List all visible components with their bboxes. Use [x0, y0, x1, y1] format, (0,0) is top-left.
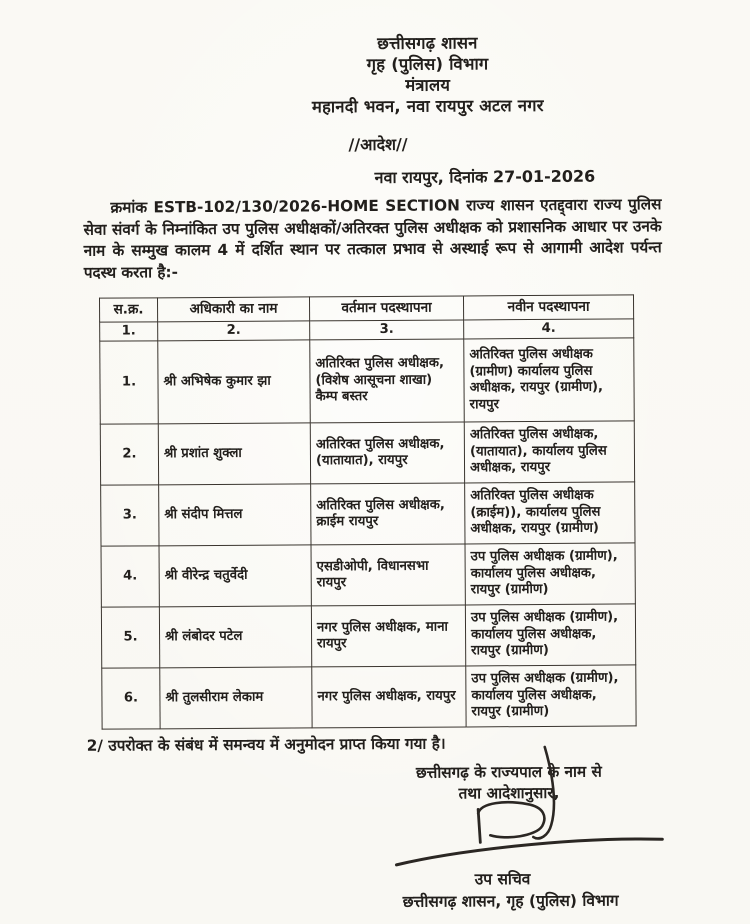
cell-new-posting: अतिरिक्त पुलिस अधीक्षक, (यातायात), कार्यालय पुलिस अधीक्षक, रायपुर [464, 421, 634, 483]
letterhead-address: महानदी भवन, नवा रायपुर अटल नगर [311, 95, 544, 117]
cell-current-posting: एसडीओपी, विधानसभा रायपुर [311, 544, 465, 606]
col-header-officer-name: अधिकारी का नाम [157, 297, 309, 321]
cell-serial: 6. [102, 668, 160, 729]
signatory-department: छत्तीसगढ़ शासन, गृह (पुलिस) विभाग [402, 891, 619, 911]
letterhead-ministry: मंत्रालय [405, 75, 451, 95]
handwritten-signature [382, 736, 683, 878]
table-row [100, 421, 634, 485]
cell-officer-name: श्री अभिषेक कुमार झा [158, 340, 311, 424]
cell-serial: 2. [100, 424, 158, 485]
cell-current-posting: अतिरिक्त पुलिस अधीक्षक, क्राईम रायपुर [311, 483, 465, 545]
table-row [102, 665, 636, 729]
letterhead-government: छत्तीसगढ़ शासन [377, 33, 478, 53]
letterhead [107, 31, 748, 119]
authority-line-1: छत्तीसगढ़ के राज्यपाल के नाम से [415, 762, 602, 782]
cell-new-posting: अतिरिक्त पुलिस अधीक्षक (ग्रामीण) कार्यालय पुलिस अधीक्षक, रायपुर (ग्रामीण), रायपुर [464, 338, 635, 422]
order-body-paragraph: क्रमांक ESTB-102/130/2026-HOME SECTION राज्य शासन एतद्द्वारा राज्य पुलिस सेवा संवर्ग के निम्नांकित उप पुलिस अधीक्षकों/अतिरक्त पुलिस अधीक्षक को प्रशासनिक आधार पर उनके नाम के सम्मुख कालम 4 में दर्शित स्थान पर तत्काल प्रभाव से अस्थाई रूप से आगामी आदेश पर्यन्त पदस्थ करता है:- [83, 195, 662, 282]
authority-line-2: तथा आदेशानुसार, [458, 783, 560, 803]
cell-new-posting: अतिरिक्त पुलिस अधीक्षक (क्राईम)), कार्यालय पुलिस अधीक्षक, रायपुर (ग्रामीण) [465, 482, 635, 544]
cell-new-posting: उप पुलिस अधीक्षक (ग्रामीण), कार्यालय पुलिस अधीक्षक, रायपुर (ग्रामीण) [465, 604, 635, 666]
table-header-row [99, 295, 633, 322]
cell-officer-name: श्री वीरेन्द्र चतुर्वेदी [159, 545, 311, 607]
cell-current-posting: नगर पुलिस अधीक्षक, रायपुर [312, 666, 466, 728]
col-header-new-posting: नवीन पदस्थापना [463, 295, 633, 320]
cell-current-posting: अतिरिक्त पुलिस अधीक्षक, (यातायात), रायपुर [310, 422, 464, 484]
transfer-table [99, 294, 637, 729]
cell-current-posting: नगर पुलिस अधीक्षक, माना रायपुर [311, 605, 465, 667]
col-number: 2. [158, 320, 310, 340]
col-number: 4. [464, 318, 634, 339]
cell-officer-name: श्री तुलसीराम लेकाम [160, 667, 312, 729]
cell-officer-name: श्री लंबोदर पटेल [159, 606, 311, 668]
letterhead-department: गृह (पुलिस) विभाग [366, 54, 489, 75]
cell-serial: 3. [101, 485, 159, 546]
col-number: 1. [100, 321, 158, 341]
col-number: 3. [310, 319, 464, 339]
cell-officer-name: श्री संदीप मित्तल [159, 484, 311, 546]
cell-serial: 5. [101, 607, 159, 668]
table-row [100, 338, 634, 424]
cell-new-posting: उप पुलिस अधीक्षक (ग्रामीण), कार्यालय पुलिस अधीक्षक, रायपुर (ग्रामीण) [465, 543, 635, 605]
col-header-current-posting: वर्तमान पदस्थापना [309, 296, 463, 320]
cell-officer-name: श्री प्रशांत शुक्ला [158, 423, 310, 485]
order-title: //आदेश// [348, 134, 408, 155]
cell-current-posting: अतिरिक्त पुलिस अधीक्षक, (विशेष आसूचना शाखा) कैम्प बस्तर [310, 339, 465, 423]
cell-new-posting: उप पुलिस अधीक्षक (ग्रामीण), कार्यालय पुलिस अधीक्षक, रायपुर (ग्रामीण) [466, 665, 636, 727]
signatory-designation: उप सचिव [474, 870, 531, 889]
cell-serial: 1. [100, 341, 159, 424]
table-row [101, 482, 635, 546]
table-row [101, 604, 635, 668]
table-row [101, 543, 635, 607]
col-header-serial: स.क्र. [99, 298, 157, 322]
cell-serial: 4. [101, 546, 159, 607]
approval-note: 2/ उपरोक्त के संबंध में समन्वय में अनुमोदन प्राप्त किया गया है। [86, 734, 446, 755]
place-date-line: नवा रायपुर, दिनांक 27-01-2026 [374, 166, 596, 187]
